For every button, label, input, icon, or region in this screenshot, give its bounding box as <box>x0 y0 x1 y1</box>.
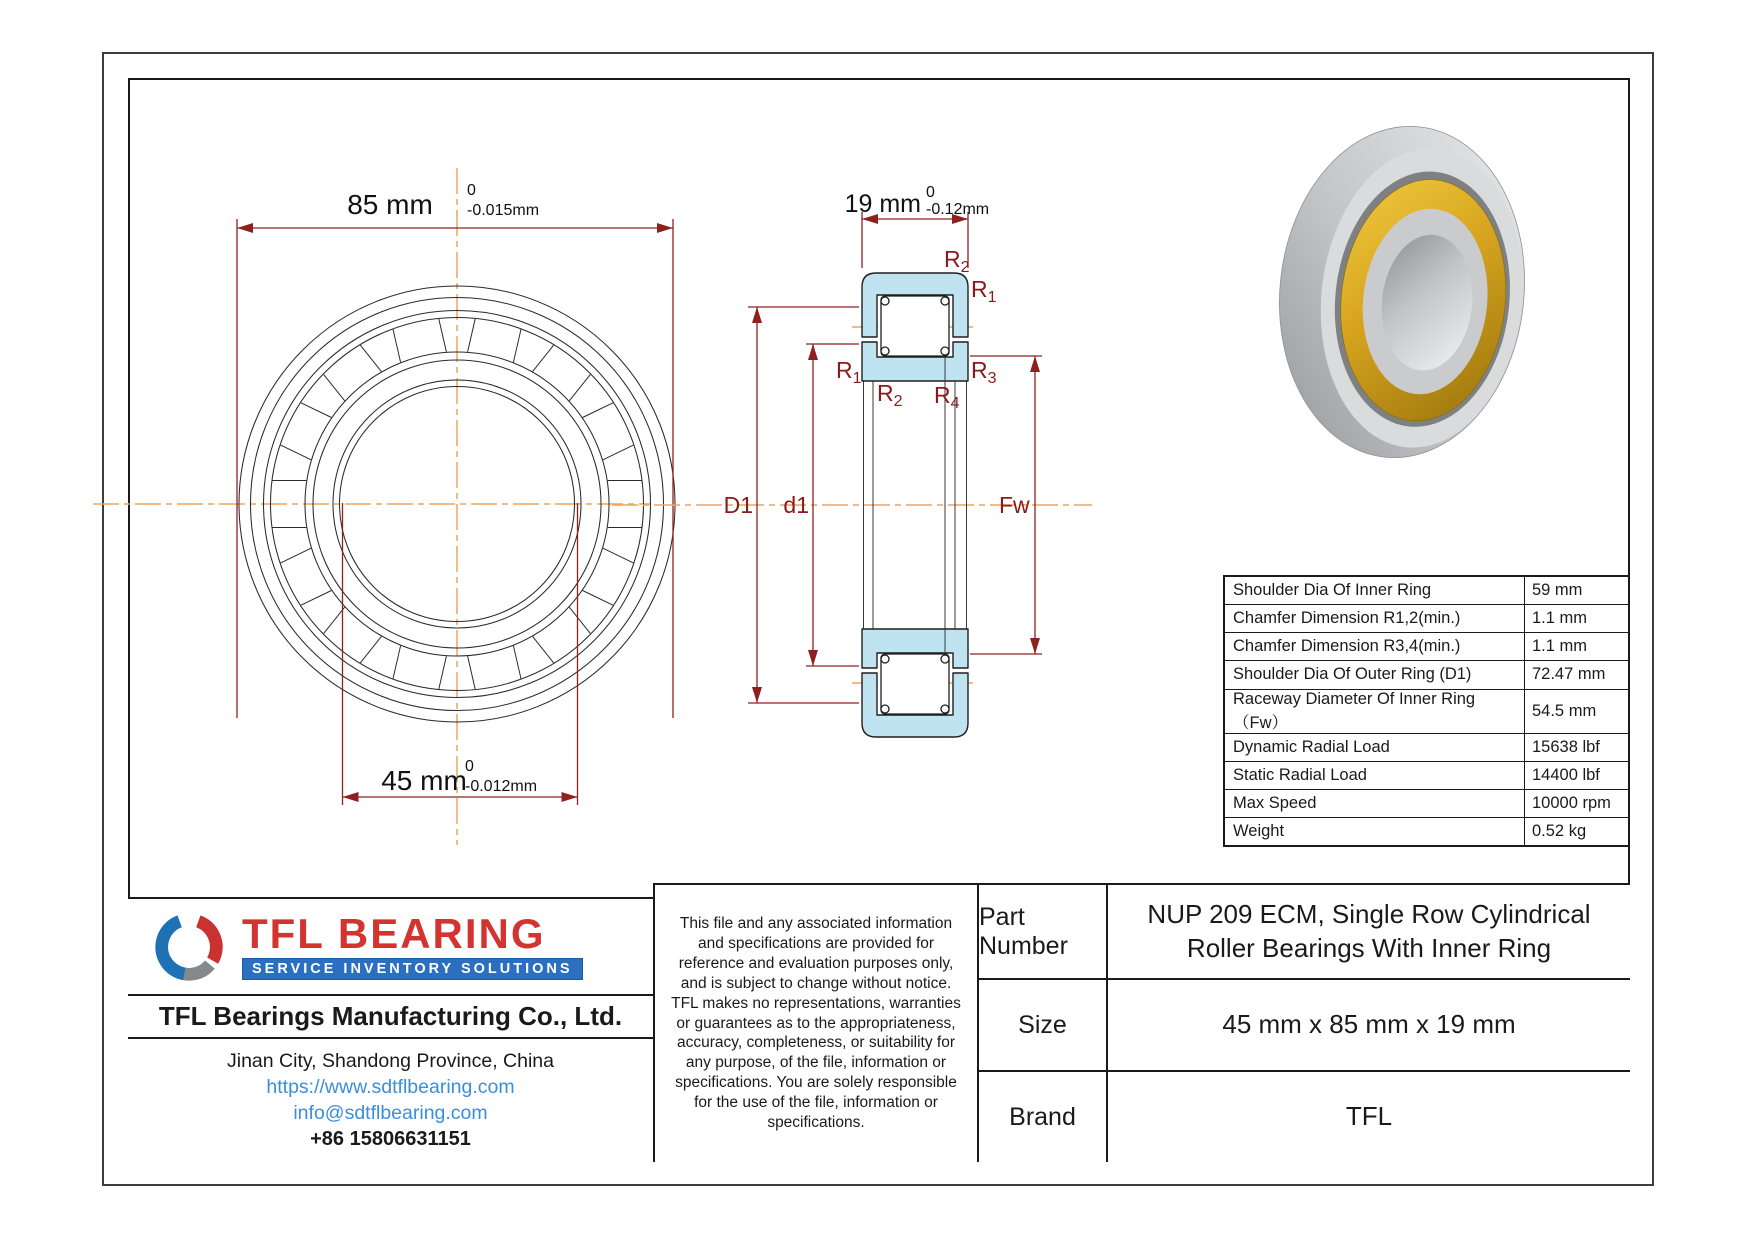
part-number-value: NUP 209 ECM, Single Row Cylindrical Roller Bearings With Inner Ring <box>1147 898 1591 963</box>
width-tol-lower: -0.12mm <box>926 201 990 218</box>
spec-label: Max Speed <box>1225 790 1525 817</box>
r2-top-label: $R_2$ <box>944 246 970 276</box>
od-value: 85 mm <box>347 189 433 220</box>
spec-value: 54.5 mm <box>1532 701 1597 720</box>
spec-label: Chamfer Dimension R1,2(min.) <box>1225 605 1525 632</box>
logo-text <box>242 910 583 980</box>
title-block-company-column <box>128 897 653 1162</box>
bore-tol-lower: -0.012mm <box>465 778 538 795</box>
table-row <box>1225 689 1628 733</box>
spec-label: Chamfer Dimension R3,4(min.) <box>1225 633 1525 660</box>
disclaimer-text: This file and any associated information and specifications are provided for reference and evaluation purposes only, and is subject to change without notice. TFL makes no representations, warranties or guarantees as to the appropriateness, accuracy, completeness, or suitability for any purpose, of the file, information or specifications. You are solely responsible for the use of the file, information or specifications. <box>671 915 961 1131</box>
r2-bottom-label: $R_2$ <box>877 380 903 410</box>
width-tol-upper: 0 <box>926 184 935 201</box>
front-view <box>93 168 675 845</box>
size-label: Size <box>979 980 1108 1070</box>
roller-bottom <box>881 654 949 714</box>
dimension-bore <box>343 503 578 805</box>
spec-value: 0.52 kg <box>1532 821 1587 840</box>
od-tol-lower: -0.015mm <box>467 202 540 219</box>
spec-value: 15638 lbf <box>1532 737 1600 756</box>
company-name: TFL Bearings Manufacturing Co., Ltd. <box>128 994 653 1039</box>
table-row <box>1225 632 1628 660</box>
brand-row <box>979 1070 1630 1162</box>
brand-value: TFL <box>1345 1101 1393 1132</box>
dimension-od <box>237 182 673 718</box>
title-block-part-column <box>979 883 1630 1162</box>
dimension-width <box>845 184 990 268</box>
bore-tol-upper: 0 <box>465 758 474 775</box>
table-row <box>1225 577 1628 604</box>
bore-value: 45 mm <box>381 765 467 796</box>
spec-value: 72.47 mm <box>1532 665 1606 684</box>
spec-label: Shoulder Dia Of Outer Ring (D1) <box>1225 661 1525 688</box>
logo-swirl-icon <box>150 908 228 986</box>
spec-value: 14400 lbf <box>1532 765 1600 784</box>
spec-value: 10000 rpm <box>1532 793 1611 812</box>
logo-tagline-banner: SERVICE INVENTORY SOLUTIONS <box>242 958 583 980</box>
company-contact-block <box>128 1039 653 1162</box>
fw-label: Fw <box>999 492 1030 518</box>
table-row <box>1225 817 1628 845</box>
company-email-link[interactable]: info@sdtflbearing.com <box>293 1102 488 1124</box>
table-row <box>1225 604 1628 632</box>
spec-label: Weight <box>1225 818 1525 845</box>
table-row <box>1225 789 1628 817</box>
d1-outer-label: D1 <box>723 492 753 518</box>
table-row <box>1225 660 1628 688</box>
company-address: Jinan City, Shandong Province, China <box>227 1050 554 1072</box>
table-row <box>1225 733 1628 761</box>
spec-label: Static Radial Load <box>1225 762 1525 789</box>
logo-brand-text: TFL BEARING <box>242 910 546 957</box>
spec-value: 59 mm <box>1532 581 1583 600</box>
d1-inner-label: d1 <box>783 492 809 518</box>
r3-right-label: $R_3$ <box>971 357 997 387</box>
spec-label: Shoulder Dia Of Inner Ring <box>1225 577 1525 604</box>
company-logo <box>128 899 653 994</box>
table-row <box>1225 761 1628 789</box>
roller-top <box>881 296 949 356</box>
spec-label: Dynamic Radial Load <box>1225 734 1525 761</box>
disclaimer-cell <box>653 883 979 1162</box>
size-row <box>979 978 1630 1070</box>
r1-left-label: $R_1$ <box>836 357 862 387</box>
bearing-3d-render <box>1263 114 1540 470</box>
specification-table <box>1223 575 1630 847</box>
part-number-row <box>979 885 1630 978</box>
spec-label: Raceway Diameter Of Inner Ring （Fw） <box>1225 690 1525 733</box>
part-number-label: Part Number <box>979 885 1108 978</box>
r4-bottom-label: $R_4$ <box>934 382 960 412</box>
spec-value: 1.1 mm <box>1532 637 1588 656</box>
spec-value: 1.1 mm <box>1532 609 1588 628</box>
company-website-link[interactable]: https://www.sdtflbearing.com <box>266 1076 515 1098</box>
r1-topright-label: $R_1$ <box>971 276 997 306</box>
section-view <box>612 184 1092 737</box>
company-phone: +86 15806631151 <box>310 1128 471 1150</box>
size-value: 45 mm x 85 mm x 19 mm <box>1222 1009 1516 1040</box>
width-value: 19 mm <box>844 190 921 218</box>
brand-label: Brand <box>979 1072 1108 1162</box>
od-tol-upper: 0 <box>467 182 476 199</box>
